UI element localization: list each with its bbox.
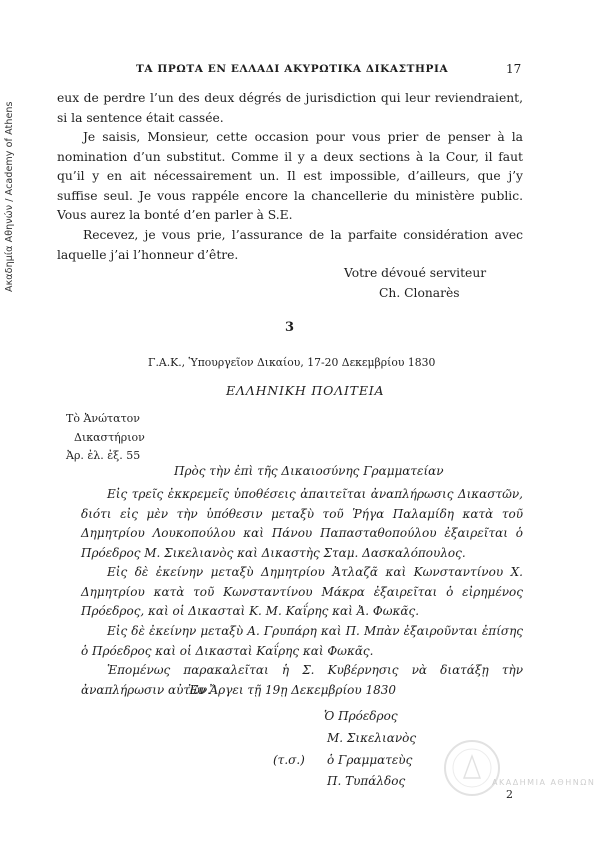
sender-line: Ἀρ. ἐλ. ἐξ. 55 — [66, 449, 141, 462]
greek-paragraph-3 — [81, 622, 523, 661]
french-letter-p3 — [57, 226, 523, 265]
place-date: Ἐν Ἄργει τῇ 19ῃ Δεκεμβρίου 1830 — [188, 683, 397, 697]
french-paragraph: Recevez, je vous prie, l’assurance de la parfaite considération avec laquelle j’ai l’honneur d’être. — [57, 228, 523, 262]
secretary-name: Π. Τυπάλδος — [327, 774, 406, 788]
academy-watermark-text: ΑΚΑΔΗΜΙΑ ΑΘΗΝΩΝ — [492, 778, 596, 787]
president-title: Ὁ Πρόεδρος — [324, 709, 398, 723]
french-closing: Votre dévoué serviteur — [344, 266, 487, 280]
greek-paragraph-2 — [81, 563, 523, 622]
document-number: 3 — [285, 320, 295, 335]
greek-paragraph: Ἑπομένως παρακαλεῖται ἡ Σ. Κυβέρνησις νὰ διατάξῃ τὴν ἀναπλήρωσιν αὐτῶν. — [81, 663, 523, 697]
footer-number: 2 — [506, 788, 513, 801]
secretary-title: ὁ Γραμματεὺς — [327, 753, 413, 767]
president-name: Μ. Σικελιανὸς — [327, 731, 417, 745]
greek-addressee: Πρὸς τὴν ἐπὶ τῆς Δικαιοσύνης Γραμματείαν — [174, 464, 444, 478]
greek-paragraph-1 — [81, 485, 523, 564]
sender-line: Δικαστήριον — [74, 431, 145, 444]
french-paragraph: eux de perdre l’un des deux dégrés de jurisdiction qui leur reviendraient, si la sentence était cassée. — [57, 91, 523, 125]
running-head: ΤΑ ΠΡΩΤΑ ΕΝ ΕΛΛΑΔΙ ΑΚΥΡΩΤΙΚΑ ΔΙΚΑΣΤΗΡΙΑ — [136, 63, 449, 75]
greek-paragraph: Εἰς τρεῖς ἐκκρεμεῖς ὑποθέσεις ἀπαιτεῖται ἀναπλήρωσις Δικαστῶν, διότι εἰς μὲν τὴν ὑπόθεσιν μεταξὺ τοῦ Ῥήγα Παλαμίδη κατὰ τοῦ Δημητρίου Λουκοπούλου καὶ Πάνου Παπασταθοπούλου ἐξαιρεῖται ὁ Πρόεδρος Μ. Σικελιανὸς καὶ Δικαστὴς Σταμ. Δασκαλόπουλος. — [81, 487, 523, 561]
page-number: 17 — [506, 62, 522, 76]
academy-seal-watermark — [442, 738, 502, 798]
french-letter-p2 — [57, 128, 523, 226]
side-watermark: Ακαδημία Αθηνών / Academy of Athens — [4, 101, 15, 292]
french-letter-p1 — [57, 89, 523, 128]
greek-paragraph: Εἰς δὲ ἐκείνην μεταξὺ Δημητρίου Ἀτλαζᾶ καὶ Κωνσταντίνου Χ. Δημητρίου κατὰ τοῦ Κωνσταντίνου Μάκρα ἐξαιρεῖται ὁ εἰρημένος Πρόεδρος, καὶ οἱ Δικασταὶ Κ. Μ. Καΐρης καὶ Ἀ. Φωκᾶς. — [81, 565, 523, 619]
greek-paragraph: Εἰς δὲ ἐκείνην μεταξὺ Α. Γρυπάρη καὶ Π. Μπὰν ἐξαιροῦνται ἐπίσης ὁ Πρόεδρος καὶ οἱ Δικασταὶ Καΐρης καὶ Φωκᾶς. — [81, 624, 523, 658]
state-heading: ΕΛΛΗΝΙΚΗ ΠΟΛΙΤΕΙΑ — [226, 383, 385, 398]
archive-reference: Γ.Α.Κ., Ὑπουργεῖον Δικαίου, 17-20 Δεκεμβρίου 1830 — [148, 356, 436, 369]
sender-line: Τὸ Ἀνώτατον — [66, 412, 140, 425]
seal-mark: (τ.σ.) — [273, 753, 305, 767]
french-signature: Ch. Clonarès — [379, 286, 460, 300]
french-paragraph: Je saisis, Monsieur, cette occasion pour vous prier de penser à la nomination d’un substitut. Comme il y a deux sections à la Cour, il faut qu’il y en ait nécessairement un. Il est impossible, d’ailleurs, que j’y suffise seul. Je vous rappéle encore la chancellerie du ministère public. Vous aurez la bonté d’en parler à S.E. — [57, 130, 523, 223]
